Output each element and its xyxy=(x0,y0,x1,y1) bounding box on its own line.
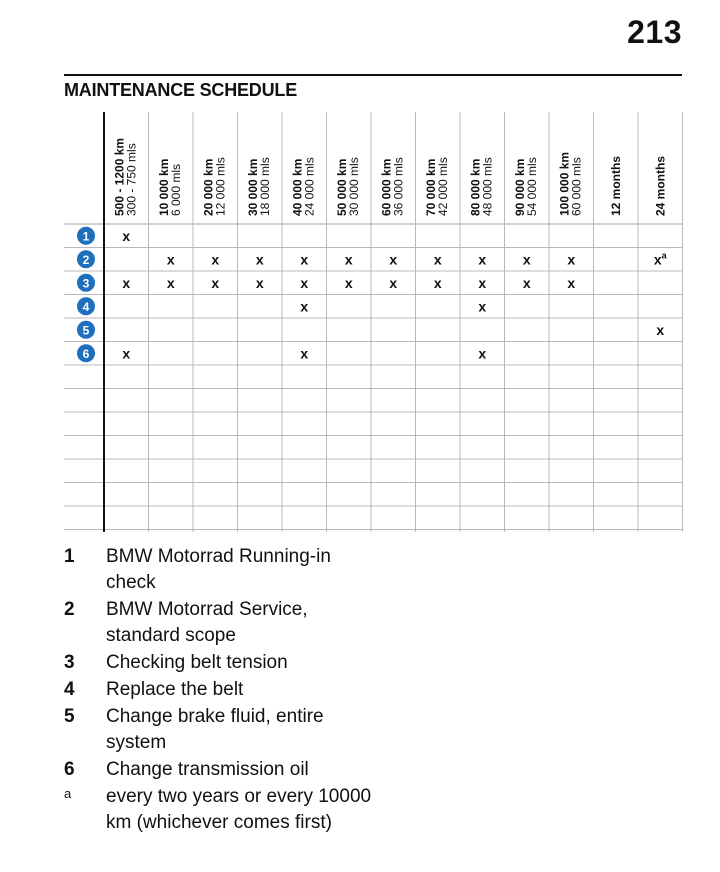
column-header-distance: 20 000 km xyxy=(201,158,216,216)
legend-number: 5 xyxy=(64,706,75,727)
legend-number: 1 xyxy=(64,546,75,567)
schedule-mark: x xyxy=(433,274,442,291)
schedule-mark: x xyxy=(166,251,175,268)
column-header-distance: 80 000 km xyxy=(468,158,483,216)
column-header-distance: 70 000 km xyxy=(423,158,438,216)
schedule-mark: x xyxy=(166,274,175,291)
column-header-13 xyxy=(653,156,667,216)
column-header-1 xyxy=(112,138,138,216)
column-header-distance: 24 months xyxy=(653,155,668,216)
legend-text: Replace the belt xyxy=(106,679,244,700)
column-header-12 xyxy=(609,156,623,216)
legend-item xyxy=(64,704,384,756)
legend-number: 3 xyxy=(64,652,75,673)
column-header-2 xyxy=(157,159,183,216)
schedule-mark: x xyxy=(122,345,131,362)
column-header-miles: 300 - 750 mls xyxy=(124,143,139,216)
legend-text: every two years or every 10000 km (whichever comes first) xyxy=(106,786,372,833)
schedule-mark: x xyxy=(389,251,398,268)
legend-item xyxy=(64,677,384,703)
column-header-distance: 500 - 1200 km xyxy=(112,137,127,216)
schedule-mark: x xyxy=(300,298,309,315)
column-header-distance: 100 000 km xyxy=(557,151,572,216)
column-header-10 xyxy=(513,157,539,216)
schedule-mark: x xyxy=(344,274,353,291)
legend-list xyxy=(64,544,384,837)
row-badge-number: 5 xyxy=(82,323,90,338)
row-badge-number: 6 xyxy=(82,346,90,361)
column-header-miles: 60 000 mls xyxy=(569,157,584,216)
column-header-3 xyxy=(201,157,227,216)
schedule-mark: x xyxy=(478,251,487,268)
row-badge-number: 3 xyxy=(82,276,90,291)
legend-text: Checking belt tension xyxy=(106,652,288,673)
column-header-8 xyxy=(424,157,450,216)
schedule-mark: x xyxy=(211,274,220,291)
schedule-mark: x xyxy=(433,251,442,268)
schedule-mark: x xyxy=(522,274,531,291)
schedule-mark: x xyxy=(122,274,131,291)
legend-text: BMW Motorrad Service, standard scope xyxy=(106,599,308,646)
column-header-miles: 36 000 mls xyxy=(391,157,406,216)
column-header-distance: 12 months xyxy=(608,155,623,216)
column-header-6 xyxy=(335,157,361,216)
schedule-mark: x xyxy=(478,274,487,291)
column-header-11 xyxy=(557,152,583,216)
column-header-4 xyxy=(246,157,272,216)
column-header-miles: 48 000 mls xyxy=(480,157,495,216)
column-header-distance: 10 000 km xyxy=(156,158,171,216)
column-header-distance: 50 000 km xyxy=(334,158,349,216)
row-badge-number: 2 xyxy=(82,252,90,267)
row-badge-number: 1 xyxy=(82,229,90,244)
page-number: 213 xyxy=(627,14,682,50)
column-header-miles: 18 000 mls xyxy=(257,157,272,216)
column-header-miles: 12 000 mls xyxy=(213,157,228,216)
legend-number: 6 xyxy=(64,759,75,780)
legend-item xyxy=(64,544,384,596)
column-header-miles: 42 000 mls xyxy=(435,157,450,216)
schedule-mark: $x^a$ xyxy=(653,250,667,268)
column-header-distance: 30 000 km xyxy=(245,158,260,216)
column-header-distance: 40 000 km xyxy=(290,158,305,216)
legend-item xyxy=(64,650,384,676)
schedule-mark: x xyxy=(656,321,665,338)
column-header-miles: 54 000 mls xyxy=(524,157,539,216)
legend-text: Change transmission oil xyxy=(106,759,309,780)
schedule-mark: x xyxy=(255,251,264,268)
schedule-mark: x xyxy=(389,274,398,291)
schedule-mark: x xyxy=(122,227,131,244)
schedule-mark: x xyxy=(300,274,309,291)
column-header-9 xyxy=(468,157,494,216)
schedule-mark: x xyxy=(300,251,309,268)
column-header-miles: 6 000 mls xyxy=(168,163,183,216)
section-title: MAINTENANCE SCHEDULE xyxy=(64,80,298,100)
column-header-5 xyxy=(290,157,316,216)
schedule-mark: x xyxy=(211,251,220,268)
schedule-mark: x xyxy=(567,274,576,291)
legend-text: BMW Motorrad Running-in check xyxy=(106,546,331,593)
column-header-miles: 24 000 mls xyxy=(302,157,317,216)
schedule-mark: x xyxy=(522,251,531,268)
column-header-7 xyxy=(379,157,405,216)
schedule-mark: x xyxy=(478,345,487,362)
legend-number: a xyxy=(64,786,72,801)
column-header-distance: 60 000 km xyxy=(379,158,394,216)
schedule-mark: x xyxy=(344,251,353,268)
column-header-distance: 90 000 km xyxy=(512,158,527,216)
legend-text: Change brake fluid, entire system xyxy=(106,706,324,753)
legend-item xyxy=(64,784,384,836)
legend-item xyxy=(64,597,384,649)
legend-number: 4 xyxy=(64,679,75,700)
row-badge-number: 4 xyxy=(82,299,90,314)
legend-item xyxy=(64,757,384,783)
column-header-miles: 30 000 mls xyxy=(346,157,361,216)
footnote-marker: a xyxy=(661,250,667,261)
schedule-mark: x xyxy=(300,345,309,362)
legend-number: 2 xyxy=(64,599,75,620)
schedule-mark: x xyxy=(478,298,487,315)
schedule-mark: x xyxy=(567,251,576,268)
schedule-mark: x xyxy=(255,274,264,291)
